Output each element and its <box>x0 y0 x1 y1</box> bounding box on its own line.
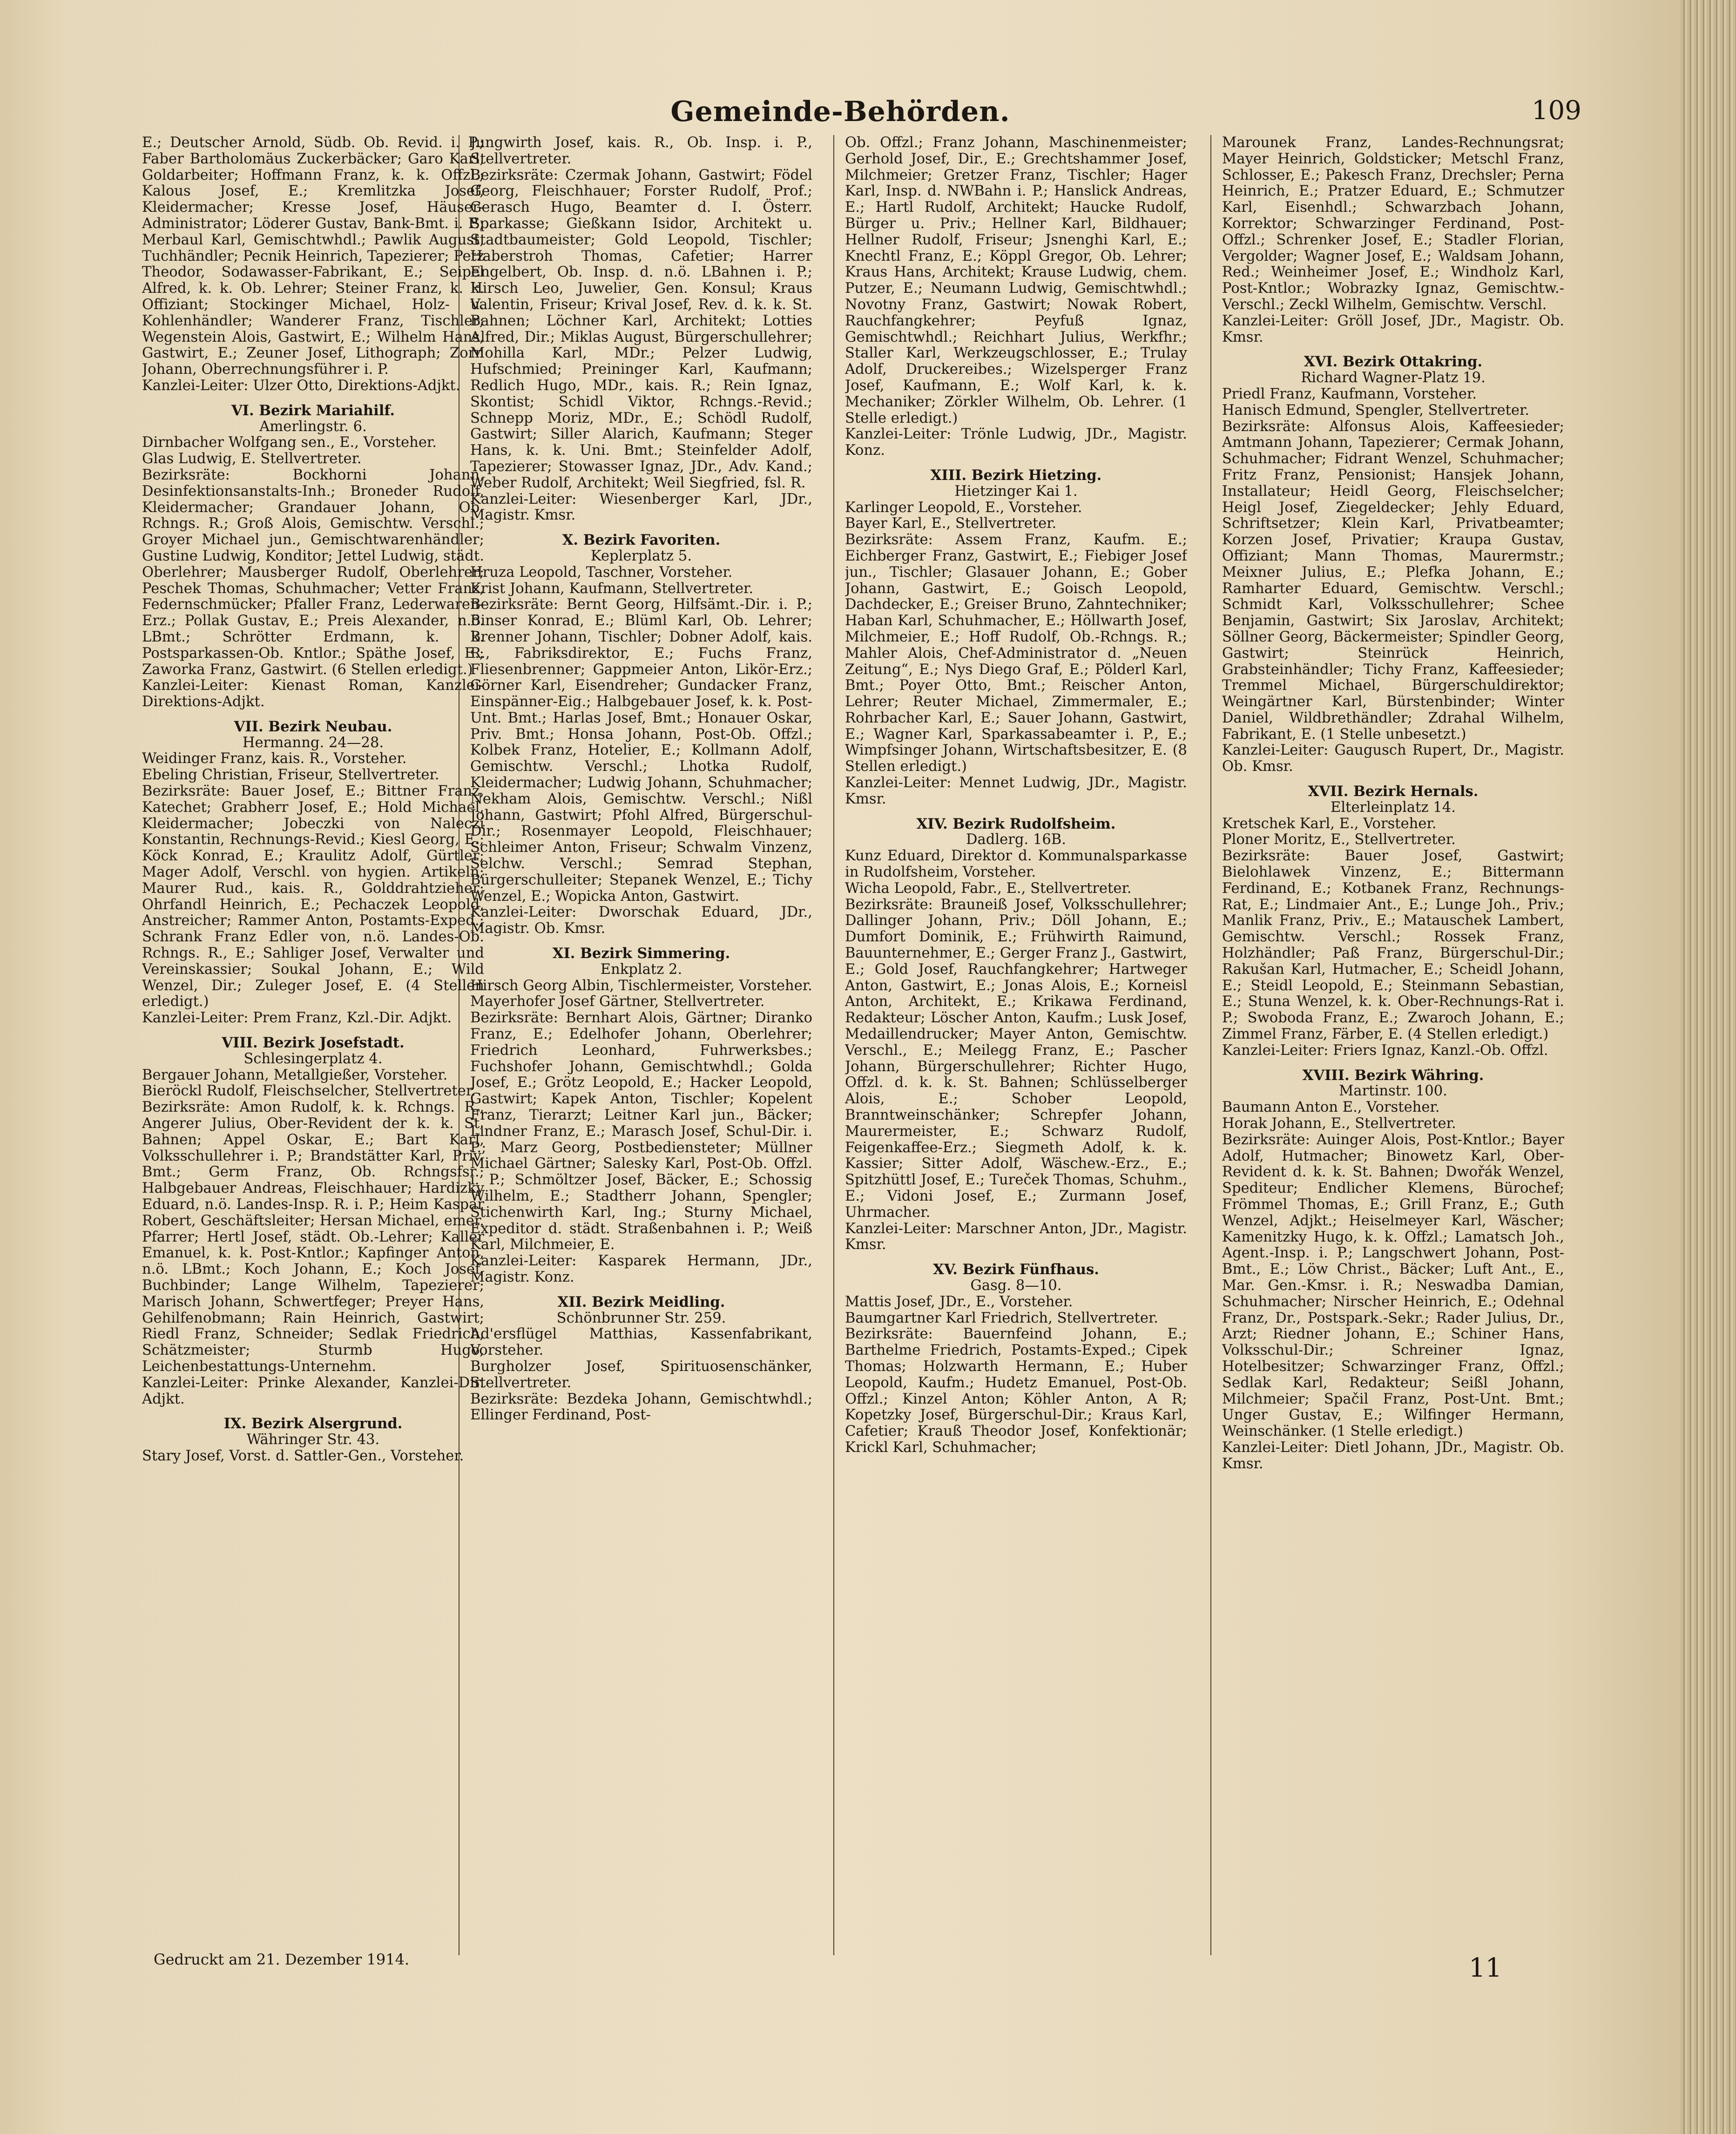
entry-paragraph: Mattis Josef, JDr., E., Vorsteher. <box>845 1293 1073 1310</box>
column-4 <box>1222 135 1564 1932</box>
office-head-entry: Kanzlei-Leiter: Dietl Johann, JDr., Magistr. Ob. Kmsr. <box>1222 1439 1564 1472</box>
entry-paragraph: Bezirksräte: Czermak Johann, Gastwirt; Födel Georg, Fleischhauer; Forster Rudolf, Prof.; Gerasch Hugo, Beamter d. I. Österr. Sparkasse; Gießkann Isidor, Architekt u. Stadtbaumeister; Gold Leopold, Tischler; Haberstroh Thomas, Cafetier; Harrer Engelbert, Ob. Insp. d. n.ö. LBahnen i. P.; Hirsch Leo, Juwelier, Gen. Konsul; Kraus Valentin, Friseur; Krival Josef, Rev. d. k. k. St. Bahnen; Löchner Karl, Architekt; Lotties Alfred, Dir.; Miklas August, Bürgerschullehrer; Mohilla Karl, MDr.; Pelzer Ludwig, Hufschmied; Preininger Karl, Kaufmann; Redlich Hugo, MDr., kais. R.; Rein Ignaz, Skontist; Schidl Viktor, Rchngs.-Revid.; Schnepp Moriz, MDr., E.; Schödl Rudolf, Gastwirt; Siller Alarich, Kaufmann; Steger Hans, k. k. Uni. Bmt.; Steinfelder Adolf, Tapezierer; Stowasser Ignaz, JDr., Adv. Kand.; Weber Rudolf, Architekt; Weil Siegfried, fsl. R. <box>470 167 812 491</box>
district-address: Schönbrunner Str. 259. <box>556 1310 726 1326</box>
district-heading: VI. Bezirk Mariahilf. <box>231 402 395 419</box>
district-heading: VIII. Bezirk Josefstadt. <box>222 1034 405 1052</box>
entry-paragraph: Jungwirth Josef, kais. R., Ob. Insp. i. P., Stellvertreter. <box>470 135 812 167</box>
district-heading: XIV. Bezirk Rudolfsheim. <box>916 815 1116 832</box>
office-head-entry: Kanzlei-Leiter: Mennet Ludwig, JDr., Magistr. Kmsr. <box>845 775 1187 807</box>
entry-paragraph: Ob. Offzl.; Franz Johann, Maschinenmeister; Gerhold Josef, Dir., E.; Grechtshammer Josef, Milchmeier; Gretzer Franz, Tischler; Hager Karl, Insp. d. NWBahn i. P.; Hanslick Andreas, E.; Hartl Rudolf, Architekt; Haucke Rudolf, Bürger u. Priv.; Hellner Karl, Bildhauer; Hellner Rudolf, Friseur; Jsnenghi Karl, E.; Knechtl Franz, E.; Köppl Gregor, Ob. Lehrer; Kraus Hans, Architekt; Krause Ludwig, chem. Putzer, E.; Neumann Ludwig, Gemischtwhdl.; Novotny Franz, Gastwirt; Nowak Robert, Rauchfangkehrer; Peyfuß Ignaz, Gemischtwhdl.; Reichhart Julius, Werkfhr.; Staller Karl, Werkzeugschlosser, E.; Trulay Adolf, Druckereibes.; Wizelsperger Franz Josef, Kaufmann, E.; Wolf Karl, k. k. Mechaniker; Zörkler Wilhelm, Ob. Lehrer. (1 Stelle erledigt.) <box>845 135 1187 426</box>
office-head-entry: Kanzlei-Leiter: Trönle Ludwig, JDr., Magistr. Konz. <box>845 426 1187 459</box>
district-address: Währinger Str. 43. <box>246 1432 380 1448</box>
entry-paragraph: Bayer Karl, E., Stellvertreter. <box>845 515 1057 532</box>
entry-paragraph: Bezirksräte: Bauer Josef, E.; Bittner Franz, Katechet; Grabherr Josef, E.; Hold Michael, Kleidermacher; Jobeczki von Naleczi Konstantin, Rechnungs-Revid.; Kiesl Georg, E.; Köck Konrad, E.; Kraulitz Adolf, Gürtler; Mager Adolf, Verschl. von hygien. Artikeln; Maurer Rud., kais. R., Golddrahtzieher; Ohrfandl Heinrich, E.; Pechaczek Leopold, Anstreicher; Rammer Anton, Postamts-Exped.; Schrank Franz Edler von, n.ö. Landes-Ob. Rchngs. R., E.; Sahliger Josef, Verwalter und Vereinskassier; Soukal Johann, E.; Wild Wenzel, Dir.; Zuleger Josef, E. (4 Stellen erledigt.) <box>142 783 484 1010</box>
office-head-entry: Kanzlei-Leiter: Marschner Anton, JDr., Magistr. Kmsr. <box>845 1220 1187 1253</box>
entry-paragraph: Kretschek Karl, E., Vorsteher. <box>1222 815 1437 832</box>
entry-paragraph: Kunz Eduard, Direktor d. Kommunalsparkasse in Rudolfsheim, Vorsteher. <box>845 848 1187 881</box>
district-heading: XII. Bezirk Meidling. <box>557 1293 725 1310</box>
entry-paragraph: E.; Deutscher Arnold, Südb. Ob. Revid. i. P.; Faber Bartholomäus Zuckerbäcker; Garo Karl, Goldarbeiter; Hoffmann Franz, k. k. Offzl.; Kalous Josef, E.; Kremlitzka Josef, Kleidermacher; Kresse Josef, Häuser-Administrator; Löderer Gustav, Bank-Bmt. i. P.; Merbaul Karl, Gemischtwhdl.; Pawlik August, Tuchhändler; Pecnik Heinrich, Tapezierer; Petz Theodor, Sodawasser-Fabrikant, E.; Seipel Alfred, k. k. Ob. Lehrer; Steiner Franz, k. k. Offiziant; Stockinger Michael, Holz- u. Kohlenhändler; Wanderer Franz, Tischler; Wegenstein Alois, Gastwirt, E.; Wilhelm Hans, Gastwirt, E.; Zeuner Josef, Lithograph; Zorn Johann, Oberrechnungsführer i. P. <box>142 135 484 378</box>
district-heading: IX. Bezirk Alsergrund. <box>223 1415 403 1432</box>
office-head-entry: Kanzlei-Leiter: Prinke Alexander, Kanzlei-Dir. Adjkt. <box>142 1374 484 1407</box>
office-head-entry: Kanzlei-Leiter: Gaugusch Rupert, Dr., Magistr. Ob. Kmsr. <box>1222 742 1564 775</box>
office-head-entry: Kanzlei-Leiter: Gröll Josef, JDr., Magistr. Ob. Kmsr. <box>1222 312 1564 345</box>
entry-paragraph: Bergauer Johann, Metallgießer, Vorsteher. <box>142 1067 448 1083</box>
district-heading: VII. Bezirk Neubau. <box>234 718 392 735</box>
district-address: Hietzinger Kai 1. <box>954 483 1078 500</box>
entry-paragraph: Bezirksräte: Assem Franz, Kaufm. E.; Eichberger Franz, Gastwirt, E.; Fiebiger Josef jun., Tischler; Glasauer Johann, E.; Gober Johann, Gastwirt, E.; Goisch Leopold, Dachdecker, E.; Greiser Bruno, Zahntechniker; Haban Karl, Schuhmacher, E.; Höllwarth Josef, Milchmeier, E.; Hoff Rudolf, Ob.-Rchngs. R.; Mahler Alois, Chef-Administrator d. „Neuen Zeitung“, E.; Nys Diego Graf, E.; Pölderl Karl, Bmt.; Poyer Otto, Bmt.; Reischer Anton, Lehrer; Reuter Michael, Zimmermaler, E.; Rohrbacher Karl, E.; Sauer Johann, Gastwirt, E.; Wagner Karl, Sparkassabeamter i. P., E.; Wimpfsinger Johann, Wirtschaftsbesitzer, E. (8 Stellen erledigt.) <box>845 532 1187 775</box>
entry-paragraph: Ebeling Christian, Friseur, Stellvertreter. <box>142 767 439 783</box>
entry-paragraph: Hirsch Georg Albin, Tischlermeister, Vorsteher. <box>470 977 812 994</box>
entry-paragraph: Bezirksräte: Alfonsus Alois, Kaffeesieder; Amtmann Johann, Tapezierer; Cermak Johann, Schuhmacher; Fidrant Wenzel, Schuhmacher; Fritz Franz, Pensionist; Hansjek Johann, Installateur; Heidl Georg, Fleischselcher; Heigl Josef, Ziegeldecker; Jehly Eduard, Schriftsetzer; Klein Karl, Privatbeamter; Korzen Josef, Privatier; Kraupa Gustav, Offiziant; Mann Thomas, Maurermstr.; Meixner Julius, E.; Plefka Johann, E.; Ramharter Eduard, Gemischtw. Verschl.; Schmidt Karl, Volksschullehrer; Schee Benjamin, Gastwirt; Six Jaroslav, Architekt; Söllner Georg, Bäckermeister; Spindler Georg, Gastwirt; Steinrück Heinrich, Grabsteinhändler; Tichy Franz, Kaffeesieder; Tremmel Michael, Bürgerschuldirektor; Weingärtner Karl, Bürstenbinder; Winter Daniel, Wildbrethändler; Zdrahal Wilhelm, Fabrikant, E. (1 Stelle unbesetzt.) <box>1222 418 1564 743</box>
district-heading: XV. Bezirk Fünfhaus. <box>933 1261 1099 1278</box>
entry-paragraph: Bezirksräte: Bauer Josef, Gastwirt; Bielohlawek Vinzenz, E.; Bittermann Ferdinand, E.; Kotbanek Franz, Rechnungs-Rat, E.; Lindmaier Ant., E.; Lunge Joh., Priv.; Manlik Franz, Priv., E.; Matauschek Lambert, Gemischtw. Verschl.; Rossek Franz, Holzhändler; Paß Franz, Bürgerschul-Dir.; Rakušan Karl, Hutmacher, E.; Scheidl Johann, E.; Steidl Leopold, E.; Steinmann Sebastian, E.; Stuna Wenzel, k. k. Ober-Rechnungs-Rat i. P.; Swoboda Franz, E.; Zwaroch Johann, E.; Zimmel Franz, Färber, E. (4 Stellen erledigt.) <box>1222 848 1564 1043</box>
entry-paragraph: Karlinger Leopold, E., Vorsteher. <box>845 499 1082 516</box>
print-date: Gedruckt am 21. Dezember 1914. <box>154 1951 410 1968</box>
entry-paragraph: Glas Ludwig, E. Stellvertreter. <box>142 451 362 467</box>
district-heading: XVI. Bezirk Ottakring. <box>1304 353 1483 371</box>
entry-paragraph: Bezirksräte: Bauernfeind Johann, E.; Barthelme Friedrich, Postamts-Exped.; Cipek Thomas; Holzwarth Hermann, E.; Huber Leopold, Kaufm.; Hudetz Emanuel, Post-Ob. Offzl.; Kinzel Anton; Köhler Anton, A R; Kopetzky Josef, Bürgerschul-Dir.; Kraus Karl, Cafetier; Krauß Theodor Josef, Konfektionär; Krickl Karl, Schuhmacher; <box>845 1326 1187 1456</box>
entry-paragraph: Bezirksräte: Bezdeka Johann, Gemischtwhdl.; Ellinger Ferdinand, Post- <box>470 1391 812 1424</box>
district-heading: XIII. Bezirk Hietzing. <box>930 466 1102 484</box>
entry-paragraph: Hruza Leopold, Taschner, Vorsteher. <box>470 564 733 581</box>
office-head-entry: Kanzlei-Leiter: Friers Ignaz, Kanzl.-Ob. Offzl. <box>1222 1042 1548 1059</box>
district-address: Martinstr. 100. <box>1339 1083 1447 1100</box>
district-address: Keplerplatz 5. <box>590 547 692 564</box>
district-heading: XVII. Bezirk Hernals. <box>1308 783 1479 800</box>
office-head-entry: Kanzlei-Leiter: Kasparek Hermann, JDr., Magistr. Konz. <box>470 1253 812 1285</box>
entry-paragraph: Ploner Moritz, E., Stellvertreter. <box>1222 831 1456 848</box>
entry-paragraph: Hanisch Edmund, Spengler, Stellvertreter. <box>1222 402 1529 419</box>
entry-paragraph: Baumgartner Karl Friedrich, Stellvertreter. <box>845 1310 1158 1326</box>
entry-paragraph: Marounek Franz, Landes-Rechnungsrat; Mayer Heinrich, Goldsticker; Metschl Franz, Schlosser, E.; Pakesch Franz, Drechsler; Perna Heinrich, E.; Pratzer Eduard, E.; Schmutzer Karl, Eisenhdl.; Schwarzbach Johann, Korrektor; Schwarzinger Ferdinand, Post-Offzl.; Schrenker Josef, E.; Stadler Florian, Vergolder; Wagner Josef, E.; Waldsam Johann, Red.; Weinheimer Josef, E.; Windholz Karl, Post-Kntlor.; Wobrazky Ignaz, Gemischtw.-Verschl.; Zeckl Wilhelm, Gemischtw. Verschl. <box>1222 135 1564 313</box>
office-head-entry: Kanzlei-Leiter: Ulzer Otto, Direktions-Adjkt. <box>142 377 460 394</box>
district-heading: XVIII. Bezirk Währing. <box>1302 1067 1484 1084</box>
entry-paragraph: Stary Josef, Vorst. d. Sattler-Gen., Vorsteher. <box>142 1447 464 1464</box>
district-address: Schlesingerplatz 4. <box>243 1050 383 1067</box>
entry-paragraph: Wicha Leopold, Fabr., E., Stellvertreter. <box>845 880 1132 897</box>
column-1 <box>142 135 484 1932</box>
column-3 <box>845 135 1187 1932</box>
district-address: Hermanng. 24—28. <box>242 734 384 751</box>
office-head-entry: Kanzlei-Leiter: Dworschak Eduard, JDr., Magistr. Ob. Kmsr. <box>470 904 812 937</box>
entry-paragraph: Dirnbacher Wolfgang sen., E., Vorsteher. <box>142 434 437 451</box>
entry-paragraph: Priedl Franz, Kaufmann, Vorsteher. <box>1222 385 1477 402</box>
district-heading: X. Bezirk Favoriten. <box>562 532 721 549</box>
running-head: Gemeinde-Behörden. <box>670 95 1010 128</box>
entry-paragraph: Bieröckl Rudolf, Fleischselcher, Stellvertreter. <box>142 1083 476 1100</box>
entry-paragraph: Bezirksräte: Bockhorni Johann, Desinfektionsanstalts-Inh.; Broneder Rudolf, Kleidermacher; Grandauer Johann, Ob. Rchngs. R.; Groß Alois, Gemischtw. Verschl.; Groyer Michael jun., Gemischtwarenhändler; Gustine Ludwig, Konditor; Jettel Ludwig, städt. Oberlehrer; Mausberger Rudolf, Oberlehrer; Peschek Thomas, Schuhmacher; Vetter Franz, Federnschmücker; Pfaller Franz, Lederwaren-Erz.; Pollak Gustav, E.; Preis Alexander, n.ö. LBmt.; Schrötter Erdmann, k. k. Postsparkassen-Ob. Kntlor.; Späthe Josef, E.; Zaworka Franz, Gastwirt. (6 Stellen erledigt.) <box>142 466 484 678</box>
entry-paragraph: Bezirksräte: Bernhart Alois, Gärtner; Diranko Franz, E.; Edelhofer Johann, Oberlehrer; Friedrich Leonhard, Fuhrwerksbes.; Fuchshofer Johann, Gemischtwhdl.; Golda Josef, E.; Grötz Leopold, E.; Hacker Leopold, Gastwirt; Kapek Anton, Tischler; Kopelent Franz, Tierarzt; Leitner Karl jun., Bäcker; Lindner Franz, E.; Marasch Josef, Schul-Dir. i. P.; Marz Georg, Postbediensteter; Müllner Michael Gärtner; Salesky Karl, Post-Ob. Offzl. i. P.; Schmöltzer Josef, Bäcker, E.; Schossig Wilhelm, E.; Stadtherr Johann, Spengler; Stichenwirth Karl, Ing.; Sturny Michael, Expeditor d. städt. Straßenbahnen i. P.; Weiß Karl, Milchmeier, E. <box>470 1010 812 1253</box>
entry-paragraph: Burgholzer Josef, Spirituosenschänker, Stellvertreter. <box>470 1358 812 1391</box>
entry-paragraph: Bezirksräte: Bernt Georg, Hilfsämt.-Dir. i. P.; Binser Konrad, E.; Blüml Karl, Ob. Lehrer; Brenner Johann, Tischler; Dobner Adolf, kais. R., Fabriksdirektor, E.; Fuchs Franz, Fliesenbrenner; Gappmeier Anton, Likör-Erz.; Görner Karl, Eisendreher; Gundacker Franz, Einspänner-Eig.; Halbgebauer Josef, k. k. Post-Unt. Bmt.; Harlas Josef, Bmt.; Honauer Oskar, Priv. Bmt.; Honsa Johann, Post-Ob. Offzl.; Kolbek Franz, Hotelier, E.; Kollmann Adolf, Gemischtw. Verschl.; Lhotka Rudolf, Kleidermacher; Ludwig Johann, Schuhmacher; Nekham Alois, Gemischtw. Verschl.; Nißl Johann, Gastwirt; Pfohl Alfred, Bürgerschul-Dir.; Rosenmayer Leopold, Fleischhauer; Schleimer Anton, Friseur; Schwalm Vinzenz, Selchw. Verschl.; Semrad Stephan, Bürgerschulleiter; Stepanek Wenzel, E.; Tichy Wenzel, E.; Wopicka Anton, Gastwirt. <box>470 596 812 905</box>
entry-paragraph: Weidinger Franz, kais. R., Vorsteher. <box>142 750 407 767</box>
district-address: Amerlingstr. 6. <box>259 418 367 435</box>
page-edge <box>1681 0 1736 2134</box>
page-number: 109 <box>1532 95 1581 126</box>
district-address: Enkplatz 2. <box>600 961 682 978</box>
column-rule <box>833 135 834 1955</box>
office-head-entry: Kanzlei-Leiter: Wiesenberger Karl, JDr., Magistr. Kmsr. <box>470 491 812 524</box>
district-address: Dadlerg. 16B. <box>966 831 1067 848</box>
column-2 <box>470 135 812 1932</box>
entry-paragraph: Baumann Anton E., Vorsteher. <box>1222 1099 1440 1116</box>
entry-paragraph: Bezirksräte: Amon Rudolf, k. k. Rchngs. R., Angerer Julius, Ober-Revident der k. k. St. Bahnen; Appel Oskar, E.; Bart Karl, Volksschullehrer i. P.; Brandstätter Karl, Priv. Bmt.; Germ Franz, Ob. Rchngsfsr.; Halbgebauer Andreas, Fleischhauer; Hardizky Eduard, n.ö. Landes-Insp. R. i. P.; Heim Kaspar Robert, Geschäftsleiter; Hersan Michael, emer. Pfarrer; Hertl Josef, städt. Ob.-Lehrer; Kaller Emanuel, k. k. Post-Kntlor.; Kapfinger Anton, n.ö. LBmt.; Koch Johann, E.; Koch Josef, Buchbinder; Lange Wilhelm, Tapezierer; Marisch Johann, Schwertfeger; Preyer Hans, Gehilfenobmann; Rain Heinrich, Gastwirt; Riedl Franz, Schneider; Sedlak Friedrich, Schätzmeister; Sturmb Hugo, Leichenbestattungs-Unternehm. <box>142 1099 484 1375</box>
column-rule <box>1210 135 1211 1955</box>
district-heading: XI. Bezirk Simmering. <box>552 945 730 962</box>
entry-paragraph: Mayerhofer Josef Gärtner, Stellvertreter. <box>470 993 765 1010</box>
district-address: Richard Wagner-Platz 19. <box>1301 370 1486 386</box>
entry-paragraph: Ad'ersflügel Matthias, Kassenfabrikant, Vorsteher. <box>470 1326 812 1359</box>
entry-paragraph: Bezirksräte: Auinger Alois, Post-Kntlor.; Bayer Adolf, Hutmacher; Binowetz Karl, Ober-Revident d. k. k. St. Bahnen; Dwořák Wenzel, Spediteur; Endlicher Klemens, Bürochef; Frömmel Thomas, E.; Grill Franz, E.; Guth Wenzel, Adjkt.; Heiselmeyer Karl, Wäscher; Kamenitzky Hugo, k. k. Offzl.; Lamatsch Joh., Agent.-Insp. i. P.; Langschwert Johann, Post-Bmt., E.; Löw Christ., Bäcker; Luft Ant., E., Mar. Gen.-Kmsr. i. R.; Neswadba Damian, Schuhmacher; Nirscher Heinrich, E.; Odehnal Franz, Dr., Postspark.-Sekr.; Rader Julius, Dr., Arzt; Riedner Johann, E.; Schiner Hans, Volksschul-Dir.; Schreiner Ignaz, Hotelbesitzer; Schwarzinger Franz, Offzl.; Sedlak Karl, Redakteur; Seißl Johann, Milchmeier; Spačil Franz, Post-Unt. Bmt.; Unger Gustav, E.; Wilfinger Hermann, Weinschänker. (1 Stelle erledigt.) <box>1222 1131 1564 1440</box>
district-address: Elterleinplatz 14. <box>1331 799 1456 816</box>
entry-paragraph: Krist Johann, Kaufmann, Stellvertreter. <box>470 580 754 597</box>
entry-paragraph: Horak Johann, E., Stellvertreter. <box>1222 1115 1456 1132</box>
office-head-entry: Kanzlei-Leiter: Prem Franz, Kzl.-Dir. Adjkt. <box>142 1010 452 1026</box>
office-head-entry: Kanzlei-Leiter: Kienast Roman, Kanzlei-Direktions-Adjkt. <box>142 677 484 710</box>
signature-mark: 11 <box>1469 1953 1502 1983</box>
district-address: Gasg. 8—10. <box>970 1277 1062 1294</box>
entry-paragraph: Bezirksräte: Brauneiß Josef, Volksschullehrer; Dallinger Johann, Priv.; Döll Johann, E.; Dumfort Dominik, E.; Frühwirth Raimund, Bauunternehmer, E.; Gerger Franz J., Gastwirt, E.; Gold Josef, Rauchfangkehrer; Hartweger Anton, Gastwirt, E.; Jonas Alois, E.; Korneisl Anton, Architekt, E.; Krikawa Ferdinand, Redakteur; Löscher Anton, Kaufm.; Lusk Josef, Medaillendrucker; Mayer Anton, Gemischtw. Verschl., E.; Meilegg Franz, E.; Pascher Johann, Bürgerschullehrer; Richter Hugo, Offzl. d. k. k. St. Bahnen; Schlüsselberger Alois, E.; Schober Leopold, Branntweinschänker; Schrepfer Johann, Maurermeister, E.; Schwarz Rudolf, Feigenkaffee-Erz.; Siegmeth Adolf, k. k. Kassier; Sitter Adolf, Wäschew.-Erz., E.; Spitzhüttl Josef, E.; Tureček Thomas, Schuhm., E.; Vidoni Josef, E.; Zurmann Josef, Uhrmacher. <box>845 896 1187 1221</box>
